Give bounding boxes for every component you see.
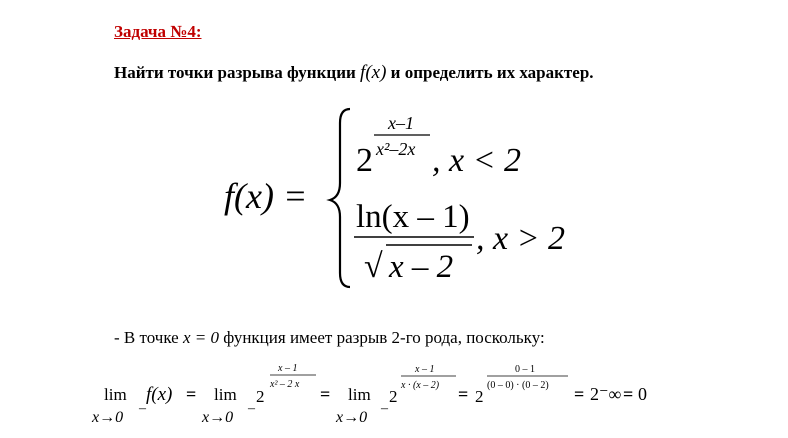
eq5: = (623, 384, 634, 404)
task-statement (114, 62, 594, 84)
sqrt-icon: √ (364, 248, 383, 285)
result-power: 2⁻∞ (590, 384, 622, 404)
lim3-base: 2 (389, 387, 398, 406)
subst-exp-denominator: (0 – 0) · (0 – 2) (487, 380, 549, 391)
subst-exp-numerator: 0 – 1 (515, 364, 535, 375)
lim1-minus: – (139, 401, 146, 416)
subst-base: 2 (475, 387, 484, 406)
lim3-exp-numerator: x – 1 (415, 364, 435, 375)
result-value: 0 (638, 384, 647, 404)
lim2-approach: x→0 (202, 409, 234, 426)
piecewise-formula-svg (224, 105, 584, 290)
lim3-exp-denominator: x · (x – 2) (401, 380, 440, 391)
eq3: = (458, 384, 469, 404)
explanation-point: x = 0 (182, 328, 219, 347)
lim3-approach: x→0 (336, 409, 368, 426)
statement-before: Найти точки разрыва функции (114, 63, 361, 82)
eq1: = (186, 384, 197, 404)
case2-denominator: x – 2 (389, 249, 454, 285)
case1-base: 2 (356, 142, 373, 179)
limit-derivation (90, 360, 770, 433)
eq2: = (320, 384, 331, 404)
lim2-exp-numerator: x – 1 (278, 363, 298, 374)
case2-condition: , x > 2 (476, 220, 566, 257)
statement-function: f(x) (360, 62, 387, 83)
limit-derivation-svg (90, 360, 770, 433)
lim1-word: lim (104, 385, 127, 404)
lim3-word: lim (348, 385, 371, 404)
case1-exp-numerator: x–1 (388, 113, 414, 133)
explanation-after: функция имеет разрыв 2-го рода, поскольку: (218, 328, 545, 347)
statement-after: и определить их характер. (386, 63, 594, 82)
left-brace (330, 109, 350, 287)
case2-numerator: ln(x – 1) (356, 199, 470, 235)
eq4: = (574, 384, 585, 404)
task-title: Задача №4: (114, 22, 202, 41)
lim2-minus: – (248, 401, 255, 416)
case1-exp-denominator: x²–2x (376, 139, 416, 159)
case1-condition: , x < 2 (432, 142, 522, 179)
lim3-minus: – (381, 401, 388, 416)
lim2-exp-denominator: x² – 2 x (270, 379, 300, 390)
explanation (114, 328, 545, 348)
explanation-before: - В точке (114, 328, 183, 347)
formula-lhs: f(x) = (224, 176, 308, 216)
lim1-fx: f(x) (146, 384, 173, 405)
lim2-word: lim (214, 385, 237, 404)
lim2-base: 2 (256, 387, 265, 406)
piecewise-formula (224, 105, 584, 290)
lim1-approach: x→0 (92, 409, 124, 426)
